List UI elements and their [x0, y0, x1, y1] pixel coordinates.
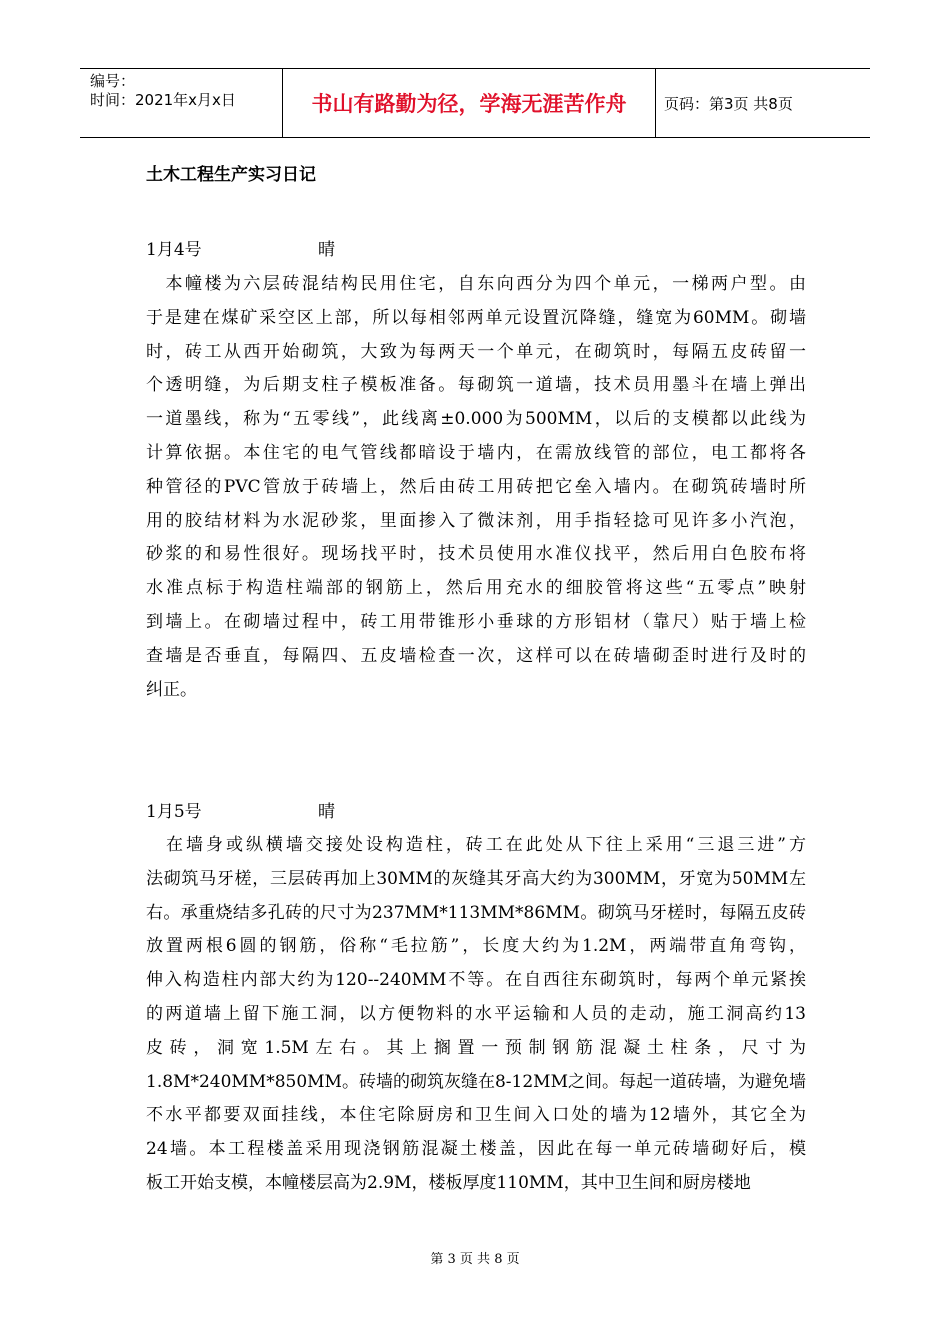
body-line: 法砌筑马牙槎，三层砖再加上30MM的灰缝其牙高大约为300MM，牙宽为50MM左 [146, 868, 806, 889]
entry-date: 1月4号 [146, 240, 202, 260]
doc-number-label: 编号： [90, 72, 136, 90]
entry-body [146, 829, 806, 1201]
body-line: 水准点标于构造柱端部的钢筋上，然后用充水的细胶管将这些“五零点”映射 [146, 578, 806, 599]
body-line: 个透明缝，为后期支柱子模板准备。每砌筑一道墙，技术员用墨斗在墙上弹出 [146, 375, 806, 396]
body-line: 砂浆的和易性很好。现场找平时，技术员使用水准仪找平，然后用白色胶布将 [146, 544, 806, 565]
entry-date: 1月5号 [146, 802, 202, 822]
body-line: 板工开始支模，本幢楼层高为2.9M，楼板厚度110MM，其中卫生间和厨房楼地 [146, 1172, 751, 1193]
body-line: 在墙身或纵横墙交接处设构造柱，砖工在此处从下往上采用“三退三进”方 [146, 835, 806, 855]
body-line: 时，砖工从西开始砌筑，大致为每两天一个单元，在砌筑时，每隔五皮砖留一 [146, 341, 806, 362]
entry-weather: 晴 [318, 240, 335, 260]
body-line: 伸入构造柱内部大约为120--240MM不等。在自西往东砌筑时，每两个单元紧挨 [146, 970, 806, 991]
body-line: 用的胶结材料为水泥砂浆，里面掺入了微沫剂，用手指轻捻可见许多小汽泡， [146, 510, 806, 531]
entry-header [146, 797, 335, 822]
body-line: 到墙上。在砌墙过程中，砖工用带锥形小垂球的方形铝材（靠尺）贴于墙上检 [146, 611, 806, 632]
body-line: 于是建在煤矿采空区上部，所以每相邻两单元设置沉降缝，缝宽为60MM。砌墙 [146, 307, 806, 328]
doc-date-label: 时间：2021年x月x日 [90, 91, 236, 109]
body-line: 右。承重烧结多孔砖的尺寸为237MM*113MM*86MM。砌筑马牙槎时，每隔五皮砖 [146, 902, 806, 923]
entry-body [146, 268, 806, 707]
header-meta [80, 69, 283, 137]
body-line: 一道墨线，称为“五零线”，此线离±0.000为500MM，以后的支模都以此线为 [146, 409, 806, 430]
body-line: 放置两根6圆的钢筋，俗称“毛拉筋”，长度大约为1.2M，两端带直角弯钩， [146, 936, 806, 957]
header-motto: 书山有路勤为径，学海无涯苦作舟 [283, 69, 656, 137]
page-header [80, 68, 870, 138]
body-line: 1.8M*240MM*850MM。砖墙的砌筑灰缝在8-12MM之间。每起一道砖墙，为避免墙 [146, 1071, 806, 1092]
body-line: 皮砖，洞宽1.5M左右。其上搁置一预制钢筋混凝土柱条，尺寸为 [146, 1037, 806, 1058]
document-title: 土木工程生产实习日记 [146, 165, 316, 185]
body-line: 纠正。 [146, 679, 197, 700]
body-line: 查墙是否垂直，每隔四、五皮墙检查一次，这样可以在砖墙砌歪时进行及时的 [146, 645, 806, 666]
body-line: 本幢楼为六层砖混结构民用住宅，自东向西分为四个单元，一梯两户型。由 [146, 274, 806, 294]
body-line: 计算依据。本住宅的电气管线都暗设于墙内，在需放线管的部位，电工都将各 [146, 442, 806, 463]
body-line: 24墙。本工程楼盖采用现浇钢筋混凝土楼盖，因此在每一单元砖墙砌好后，模 [146, 1139, 806, 1160]
entry-header [146, 235, 335, 260]
page-footer: 第 3 页 共 8 页 [430, 1252, 520, 1267]
body-line: 不水平都要双面挂线，本住宅除厨房和卫生间入口处的墙为12墙外，其它全为 [146, 1105, 806, 1126]
entry-weather: 晴 [318, 802, 335, 822]
body-line: 的两道墙上留下施工洞，以方便物料的水平运输和人员的走动，施工洞高约13 [146, 1003, 806, 1024]
header-page-info: 页码：第3页 共8页 [664, 94, 793, 113]
body-line: 种管径的PVC管放于砖墙上，然后由砖工用砖把它垒入墙内。在砌筑砖墙时所 [146, 476, 806, 497]
